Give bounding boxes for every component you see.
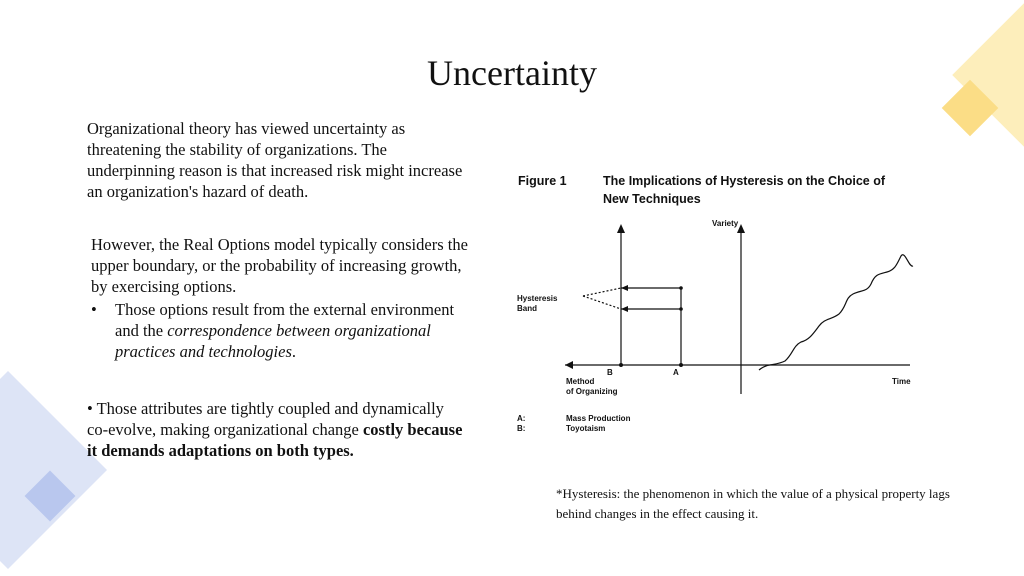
- bullet-glyph: •: [91, 300, 97, 319]
- slide-title: Uncertainty: [427, 53, 597, 93]
- band-top-arrowhead: [621, 285, 628, 291]
- legend-a-key: A:: [517, 414, 526, 423]
- method-label-line2: of Organizing: [566, 387, 618, 396]
- hysteresis-figure: [505, 168, 945, 448]
- coupling-bold-text: costly because it demands adaptations on both types.: [87, 420, 463, 460]
- band-label-line2: Band: [517, 304, 537, 313]
- hysteresis-footnote: *Hysteresis: the phenomenon in which the value of a physical property lags behind changes in the effect causing it.: [556, 486, 950, 521]
- time-arrowhead: [565, 361, 573, 369]
- figure-number: Figure 1: [518, 174, 567, 188]
- legend-a-value: Mass Production: [566, 414, 631, 423]
- band-pointer-bottom: [583, 296, 621, 309]
- y-axis-label: Variety: [712, 219, 739, 228]
- point-a-marker: [679, 363, 683, 367]
- legend-b-value: Toyotaism: [566, 424, 606, 433]
- figure-title-line1: The Implications of Hysteresis on the Choice of: [603, 174, 885, 188]
- point-b-marker: [619, 363, 623, 367]
- x-axis-label: Time: [892, 377, 911, 386]
- real-options-paragraph: However, the Real Options model typically considers the upper boundary, or the probability of increasing growth, by exercising options.: [91, 235, 468, 296]
- figure-title-line2: New Techniques: [603, 192, 701, 206]
- point-a-label: A: [673, 368, 679, 377]
- band-bottom-arrowhead: [621, 306, 628, 312]
- growth-curve: [759, 255, 913, 370]
- band-label: [517, 294, 557, 314]
- band-arrowhead: [617, 224, 625, 233]
- options-bullet-text: [115, 299, 471, 362]
- coupling-paragraph: [87, 398, 467, 461]
- band-bottom-marker: [679, 307, 683, 311]
- list-item: [91, 299, 473, 362]
- band-label-line1: Hysteresis: [517, 294, 558, 303]
- point-b-label: B: [607, 368, 613, 377]
- hysteresis-graph: [505, 168, 945, 448]
- options-bullet-prefix: Those options result from the external environment and the: [115, 300, 455, 340]
- intro-paragraph: Organizational theory has viewed uncertainty as threatening the stability of organizations. The underpinning reason is that increased risk might increase an organization's hazard of death.: [87, 119, 463, 201]
- band-top-marker: [679, 286, 683, 290]
- method-label-line1: Method: [566, 377, 595, 386]
- coupling-text: • Those attributes are tightly coupled and dynamically co-evolve, making organizational change: [87, 399, 444, 439]
- options-bullet-italic: correspondence between organizational practices and technologies: [115, 321, 431, 361]
- options-bullet-suffix: .: [291, 342, 297, 361]
- legend-b-key: B:: [517, 424, 526, 433]
- band-pointer-top: [583, 288, 621, 296]
- method-label: [566, 377, 618, 397]
- real-options-block: [91, 234, 473, 362]
